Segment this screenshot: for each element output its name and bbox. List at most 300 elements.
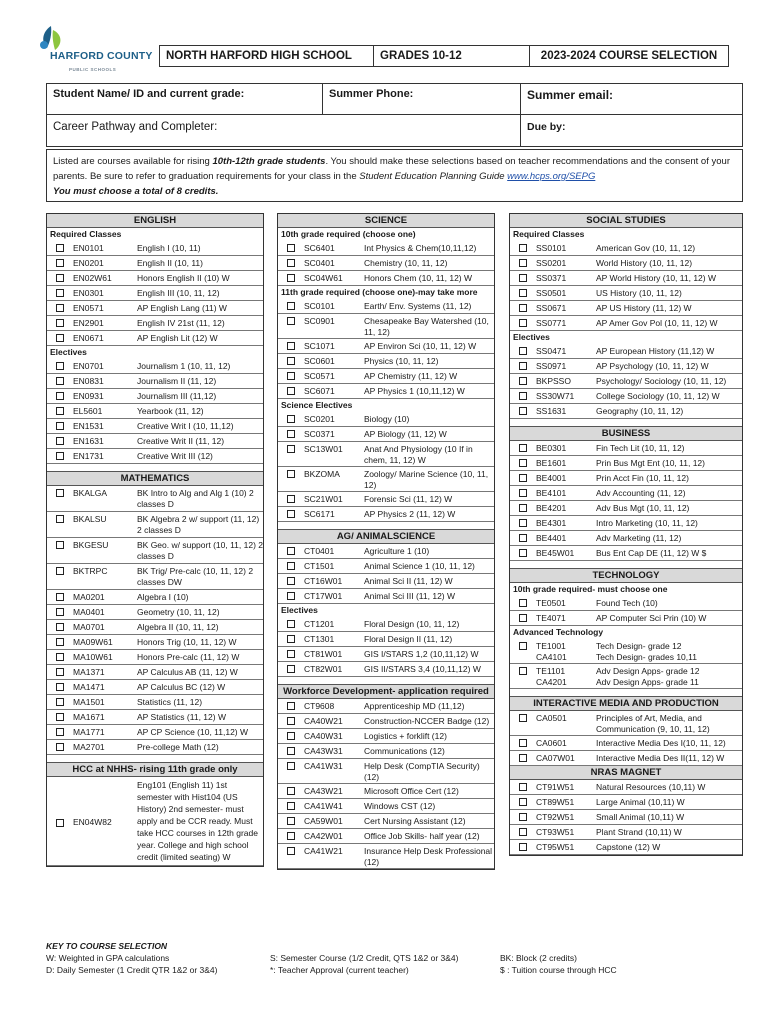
course-code: MA1771 [73, 727, 105, 737]
course-title: AP World History (10, 11, 12) W [596, 273, 716, 283]
course-title: Office Job Skills- half year (12) [364, 831, 480, 841]
course-title: Honors Chem (10, 11, 12) W [364, 273, 473, 283]
course-title: Creative Writ II (11, 12) [137, 436, 225, 446]
course-code: CT95W51 [536, 842, 575, 852]
course-title: AP Chemistry (11, 12) W [364, 371, 458, 381]
social-required-label: Required Classes [513, 229, 585, 239]
course-code: SC0901 [304, 316, 335, 326]
course-checkbox[interactable] [278, 467, 304, 478]
course-title: Algebra I (10) [137, 592, 189, 602]
course-checkbox[interactable] [510, 404, 536, 415]
course-checkbox[interactable] [510, 516, 536, 527]
course-code: EN02W61 [73, 273, 112, 283]
course-row [278, 314, 494, 339]
course-checkbox[interactable] [278, 492, 304, 503]
course-checkbox[interactable] [278, 759, 304, 770]
course-checkbox[interactable] [510, 736, 536, 747]
course-row [47, 725, 263, 740]
social-studies-header: SOCIAL STUDIES [510, 214, 742, 228]
course-code: MA0401 [73, 607, 105, 617]
course-checkbox[interactable] [278, 369, 304, 380]
course-title: Logistics + forklift (12) [364, 731, 447, 741]
course-title: American Gov (10, 11, 12) [596, 243, 696, 253]
course-code: CT0401 [304, 546, 335, 556]
course-code: SC0401 [304, 258, 335, 268]
course-checkbox[interactable] [278, 544, 304, 555]
course-title: Microsoft Office Cert (12) [364, 786, 459, 796]
course-code: SS0971 [536, 361, 567, 371]
course-row [510, 596, 742, 611]
course-title: US History (10, 11, 12) [596, 288, 682, 298]
course-title: Large Animal (10,11) W [596, 797, 685, 807]
course-checkbox[interactable] [510, 301, 536, 312]
course-title: World History (10, 11, 12) [596, 258, 693, 268]
course-checkbox[interactable] [510, 664, 536, 675]
course-title: AP Statistics (11, 12) W [137, 712, 226, 722]
course-checkbox[interactable] [510, 780, 536, 791]
course-row [278, 384, 494, 399]
course-row [510, 501, 742, 516]
course-checkbox[interactable] [278, 714, 304, 725]
course-row [278, 412, 494, 427]
course-row [278, 759, 494, 784]
key-left [46, 940, 217, 976]
sepg-link[interactable]: www.hcps.org/SEPG [507, 171, 596, 182]
course-row [510, 825, 742, 840]
course-checkbox[interactable] [510, 271, 536, 282]
course-title: Adv Design Apps- grade 12 Adv Design Apps- grade 11 [596, 666, 700, 687]
course-checkbox[interactable] [278, 647, 304, 658]
course-checkbox[interactable] [510, 344, 536, 355]
course-checkbox[interactable] [47, 286, 73, 297]
course-checkbox[interactable] [47, 316, 73, 327]
course-checkbox[interactable] [47, 486, 73, 497]
course-title: Physics (10, 11, 12) [364, 356, 439, 366]
course-code: CA41W41 [304, 801, 343, 811]
course-code: BE0301 [536, 443, 567, 453]
course-checkbox[interactable] [278, 354, 304, 365]
course-checkbox[interactable] [47, 512, 73, 523]
hcc-course-row [47, 777, 263, 866]
course-checkbox[interactable] [278, 729, 304, 740]
career-pathway-field[interactable]: Career Pathway and Completer: [47, 115, 521, 146]
course-title: English II (10, 11) [137, 258, 203, 268]
course-code: EN0701 [73, 361, 104, 371]
course-checkbox[interactable] [47, 374, 73, 385]
course-row [278, 844, 494, 869]
course-checkbox[interactable] [278, 799, 304, 810]
course-checkbox[interactable] [510, 810, 536, 821]
course-code: BE1601 [536, 458, 567, 468]
school-name: NORTH HARFORD HIGH SCHOOL [160, 46, 374, 66]
course-code: SS0771 [536, 318, 567, 328]
course-title: AP US History (11, 12) W [596, 303, 692, 313]
course-title: AP Calculus BC (12) W [137, 682, 226, 692]
course-code: CT1201 [304, 619, 335, 629]
course-title: AP Physics 2 (11, 12) W [364, 509, 456, 519]
course-row [278, 369, 494, 384]
course-code: EN0931 [73, 391, 104, 401]
course-row [510, 810, 742, 825]
course-checkbox[interactable] [510, 501, 536, 512]
instructions-notice [46, 149, 743, 202]
course-title: Geography (10, 11, 12) [596, 406, 684, 416]
section-spacer [510, 419, 742, 427]
course-code: BE4201 [536, 503, 567, 513]
course-checkbox[interactable] [47, 590, 73, 601]
course-checkbox[interactable] [510, 374, 536, 385]
course-title: Adv Marketing (11, 12) [596, 533, 682, 543]
course-code: CA40W21 [304, 716, 343, 726]
course-code: TE0501 [536, 598, 566, 608]
course-title: Statistics (11, 12) [137, 697, 203, 707]
course-row [47, 740, 263, 755]
business-header: BUSINESS [510, 427, 742, 441]
course-checkbox[interactable] [47, 331, 73, 342]
course-title: AP English Lit (12) W [137, 333, 218, 343]
course-title: Animal Science 1 (10, 11, 12) [364, 561, 475, 571]
hcc-header: HCC at NHHS- rising 11th grade only [47, 763, 263, 777]
course-code: MA2701 [73, 742, 105, 752]
course-code: SS0101 [536, 243, 567, 253]
technology-required-label: 10th grade required- must choose one [513, 584, 668, 594]
course-title: Zoology/ Marine Science (10, 11, 12) [364, 469, 489, 490]
course-row [278, 339, 494, 354]
course-title: AP Physics 1 (10,11,12) W [364, 386, 465, 396]
key-w: W: Weighted in GPA calculations [46, 953, 170, 963]
course-code: CA42W01 [304, 831, 343, 841]
hcps-logo [32, 24, 152, 72]
course-title: Chesapeake Bay Watershed (10, 11, 12) [364, 316, 489, 337]
course-title: AP Environ Sci (10, 11, 12) W [364, 341, 477, 351]
course-row [47, 564, 263, 590]
course-checkbox[interactable] [278, 589, 304, 600]
course-title: Animal Sci III (11, 12) W [364, 591, 456, 601]
imp-header: INTERACTIVE MEDIA AND PRODUCTION [510, 697, 742, 711]
course-code: SS0671 [536, 303, 567, 313]
course-row [278, 442, 494, 467]
course-checkbox[interactable] [47, 389, 73, 400]
course-title: Fin Tech Lit (10, 11, 12) [596, 443, 685, 453]
course-code: BE4401 [536, 533, 567, 543]
course-row [278, 814, 494, 829]
section-spacer [47, 464, 263, 472]
course-code: CT16W01 [304, 576, 343, 586]
course-code: TE1001 CA4101 [536, 641, 567, 662]
course-checkbox[interactable] [510, 256, 536, 267]
course-checkbox[interactable] [47, 564, 73, 575]
course-row [278, 544, 494, 559]
column-middle [277, 213, 495, 870]
course-title: Yearbook (11, 12) [137, 406, 204, 416]
course-checkbox[interactable] [278, 814, 304, 825]
course-code: CT9608 [304, 701, 335, 711]
course-code: CT82W01 [304, 664, 343, 674]
course-row [278, 744, 494, 759]
course-checkbox[interactable] [47, 241, 73, 252]
course-row [278, 256, 494, 271]
course-checkbox[interactable] [510, 795, 536, 806]
course-row [47, 389, 263, 404]
course-row [278, 299, 494, 314]
course-title: Found Tech (10) [596, 598, 658, 608]
course-checkbox[interactable] [510, 359, 536, 370]
course-checkbox[interactable] [278, 256, 304, 267]
course-title: Honors Pre-calc (11, 12) W [137, 652, 240, 662]
course-title: BK Trig/ Pre-calc (10, 11, 12) 2 classes DW [137, 566, 254, 587]
course-code: EN1631 [73, 436, 104, 446]
course-checkbox[interactable] [278, 271, 304, 282]
course-checkbox[interactable] [47, 725, 73, 736]
technology-header: TECHNOLOGY [510, 569, 742, 583]
header-bar [159, 45, 729, 67]
course-title: Small Animal (10,11) W [596, 812, 685, 822]
course-title: GIS I/STARS 1,2 (10,11,12) W [364, 649, 479, 659]
course-checkbox[interactable] [510, 389, 536, 400]
course-checkbox[interactable] [278, 784, 304, 795]
course-code: SC0201 [304, 414, 335, 424]
course-checkbox[interactable] [47, 680, 73, 691]
course-checkbox[interactable] [47, 740, 73, 751]
course-row [510, 456, 742, 471]
course-checkbox[interactable] [278, 662, 304, 673]
course-row [47, 680, 263, 695]
course-row [278, 784, 494, 799]
ag-header: AG/ ANIMALSCIENCE [278, 530, 494, 544]
course-row [278, 589, 494, 604]
key-middle [270, 952, 459, 976]
course-row [510, 611, 742, 626]
course-code: SS0201 [536, 258, 567, 268]
course-title: GIS II/STARS 3,4 (10,11,12) W [364, 664, 481, 674]
course-checkbox[interactable] [510, 241, 536, 252]
key-bk: BK: Block (2 credits) [500, 953, 577, 963]
course-code: SC6401 [304, 243, 335, 253]
course-row [510, 271, 742, 286]
course-checkbox[interactable] [47, 434, 73, 445]
course-row [47, 650, 263, 665]
course-checkbox[interactable] [510, 611, 536, 622]
course-code: TE1101 CA4201 [536, 666, 567, 687]
course-row [278, 354, 494, 369]
course-checkbox[interactable] [278, 699, 304, 710]
course-title: Adv Bus Mgt (10, 11, 12) [596, 503, 690, 513]
course-code: CA0501 [536, 713, 567, 723]
summer-phone-field[interactable]: Summer Phone: [323, 84, 521, 114]
course-row [47, 419, 263, 434]
course-code: CT1501 [304, 561, 335, 571]
course-code: CT93W51 [536, 827, 575, 837]
notice-grades: 10th-12th grade students [212, 156, 326, 167]
course-checkbox[interactable] [47, 538, 73, 549]
course-row [510, 546, 742, 561]
course-checkbox[interactable] [510, 596, 536, 607]
due-by-field[interactable]: Due by: [527, 121, 566, 133]
course-code: SC04W61 [304, 273, 343, 283]
course-row [510, 840, 742, 855]
column-left [46, 213, 264, 867]
section-spacer [278, 522, 494, 530]
course-checkbox[interactable] [278, 412, 304, 423]
summer-email-field[interactable]: Summer email: [527, 88, 614, 102]
course-title: English III (10, 11, 12) [137, 288, 220, 298]
course-title: Bus Ent Cap DE (11, 12) W $ [596, 548, 707, 558]
course-title: AP Calculus AB (11, 12) W [137, 667, 238, 677]
course-checkbox[interactable] [510, 531, 536, 542]
course-title: Apprenticeship MD (11,12) [364, 701, 465, 711]
course-title: AP English Lang (11) W [137, 303, 227, 313]
course-title: Construction-NCCER Badge (12) [364, 716, 490, 726]
key-star: *: Teacher Approval (current teacher) [270, 965, 409, 975]
course-code: SS0371 [536, 273, 567, 283]
course-title: Honors English II (10) W [137, 273, 230, 283]
course-checkbox[interactable] [510, 471, 536, 482]
course-code: CT17W01 [304, 591, 343, 601]
course-checkbox[interactable] [47, 816, 73, 827]
course-title: Creative Writ I (10, 11,12) [137, 421, 234, 431]
course-checkbox[interactable] [278, 314, 304, 325]
notice-text-2: . You should make these selections based on teacher recommendations and the consent of your parents. Be sure to refer to graduation requirements for your class in the [53, 156, 730, 182]
course-checkbox[interactable] [47, 620, 73, 631]
course-code: BE4101 [536, 488, 567, 498]
course-row [47, 404, 263, 419]
course-title: AP CP Science (10, 11,12) W [137, 727, 249, 737]
course-code: BE4001 [536, 473, 567, 483]
course-row [47, 710, 263, 725]
course-checkbox[interactable] [47, 695, 73, 706]
course-row [510, 256, 742, 271]
course-title: Windows CST (12) [364, 801, 436, 811]
course-checkbox[interactable] [47, 271, 73, 282]
course-checkbox[interactable] [47, 635, 73, 646]
course-title: Plant Strand (10,11) W [596, 827, 682, 837]
course-row [510, 389, 742, 404]
course-code: CT1301 [304, 634, 335, 644]
course-title: BK Intro to Alg and Alg 1 (10) 2 classes D [137, 488, 254, 509]
course-row [510, 286, 742, 301]
course-row [47, 286, 263, 301]
course-row [510, 441, 742, 456]
course-row [278, 729, 494, 744]
course-row [47, 316, 263, 331]
course-title: Int Physics & Chem(10,11,12) [364, 243, 477, 253]
course-checkbox[interactable] [278, 559, 304, 570]
course-title: Floral Design II (11, 12) [364, 634, 453, 644]
course-checkbox[interactable] [278, 339, 304, 350]
course-checkbox[interactable] [47, 650, 73, 661]
course-code: EN0671 [73, 333, 104, 343]
course-checkbox[interactable] [47, 710, 73, 721]
course-checkbox[interactable] [510, 840, 536, 851]
course-checkbox[interactable] [278, 617, 304, 628]
course-row [47, 434, 263, 449]
course-row [510, 780, 742, 795]
course-code: CA41W31 [304, 761, 343, 771]
course-checkbox[interactable] [47, 605, 73, 616]
course-checkbox[interactable] [47, 256, 73, 267]
course-row [278, 714, 494, 729]
course-code: SC6071 [304, 386, 335, 396]
english-required-label: Required Classes [50, 229, 122, 239]
course-code: EN0101 [73, 243, 104, 253]
course-checkbox[interactable] [278, 574, 304, 585]
course-row [47, 256, 263, 271]
course-row [510, 639, 742, 664]
course-code: EN1531 [73, 421, 104, 431]
course-checkbox[interactable] [510, 825, 536, 836]
key-d: D: Daily Semester (1 Credit QTR 1&2 or 3&4) [46, 965, 218, 975]
course-checkbox[interactable] [278, 427, 304, 438]
course-code: CA40W31 [304, 731, 343, 741]
course-checkbox[interactable] [278, 844, 304, 855]
student-name-field[interactable]: Student Name/ ID and current grade: [47, 84, 323, 114]
course-checkbox[interactable] [278, 829, 304, 840]
course-checkbox[interactable] [278, 299, 304, 310]
logo-subtitle: PUBLIC SCHOOLS [69, 67, 117, 72]
course-selection-title: 2023-2024 COURSE SELECTION [540, 50, 718, 62]
course-row [278, 574, 494, 589]
course-checkbox[interactable] [510, 286, 536, 297]
hcc-description: Eng101 (English 11) 1st semester with Hist104 (US History) 2nd semester- must apply and be CCR ready. Must take HCC courses in 12th grade year. College and high school credit (limited seating) W [137, 780, 258, 862]
course-title: Algebra II (10, 11, 12) [137, 622, 219, 632]
course-code: BKTRPC [73, 566, 108, 576]
course-row [278, 617, 494, 632]
course-checkbox[interactable] [47, 449, 73, 460]
course-row [47, 605, 263, 620]
course-row [278, 427, 494, 442]
course-checkbox[interactable] [278, 442, 304, 453]
course-checkbox[interactable] [278, 632, 304, 643]
course-title: AP European History (11,12) W [596, 346, 715, 356]
course-title: Natural Resources (10,11) W [596, 782, 706, 792]
course-checkbox[interactable] [278, 744, 304, 755]
course-code: SS1631 [536, 406, 567, 416]
course-checkbox[interactable] [47, 404, 73, 415]
science-header: SCIENCE [278, 214, 494, 228]
course-code: CT92W51 [536, 812, 575, 822]
course-checkbox[interactable] [278, 507, 304, 518]
course-row [47, 271, 263, 286]
course-checkbox[interactable] [510, 486, 536, 497]
course-checkbox[interactable] [278, 384, 304, 395]
course-checkbox[interactable] [47, 301, 73, 312]
course-checkbox[interactable] [510, 639, 536, 650]
english-header: ENGLISH [47, 214, 263, 228]
course-row [278, 467, 494, 492]
course-title: AP Biology (11, 12) W [364, 429, 447, 439]
course-checkbox[interactable] [47, 665, 73, 676]
course-checkbox[interactable] [510, 441, 536, 452]
course-checkbox[interactable] [510, 316, 536, 327]
course-checkbox[interactable] [510, 711, 536, 722]
course-checkbox[interactable] [47, 359, 73, 370]
course-checkbox[interactable] [47, 419, 73, 430]
course-checkbox[interactable] [510, 546, 536, 557]
course-title: Journalism 1 (10, 11, 12) [137, 361, 231, 371]
course-checkbox[interactable] [278, 241, 304, 252]
course-row [510, 374, 742, 389]
course-checkbox[interactable] [510, 456, 536, 467]
nras-header: NRAS MAGNET [510, 766, 742, 780]
course-row [510, 344, 742, 359]
math-header: MATHEMATICS [47, 472, 263, 486]
course-code: EN2901 [73, 318, 104, 328]
course-checkbox[interactable] [510, 751, 536, 762]
course-row [47, 331, 263, 346]
course-title: AP Computer Sci Prin (10) W [596, 613, 707, 623]
course-row [510, 241, 742, 256]
course-title: Tech Design- grade 12 Tech Design- grades 10,11 [596, 641, 697, 662]
